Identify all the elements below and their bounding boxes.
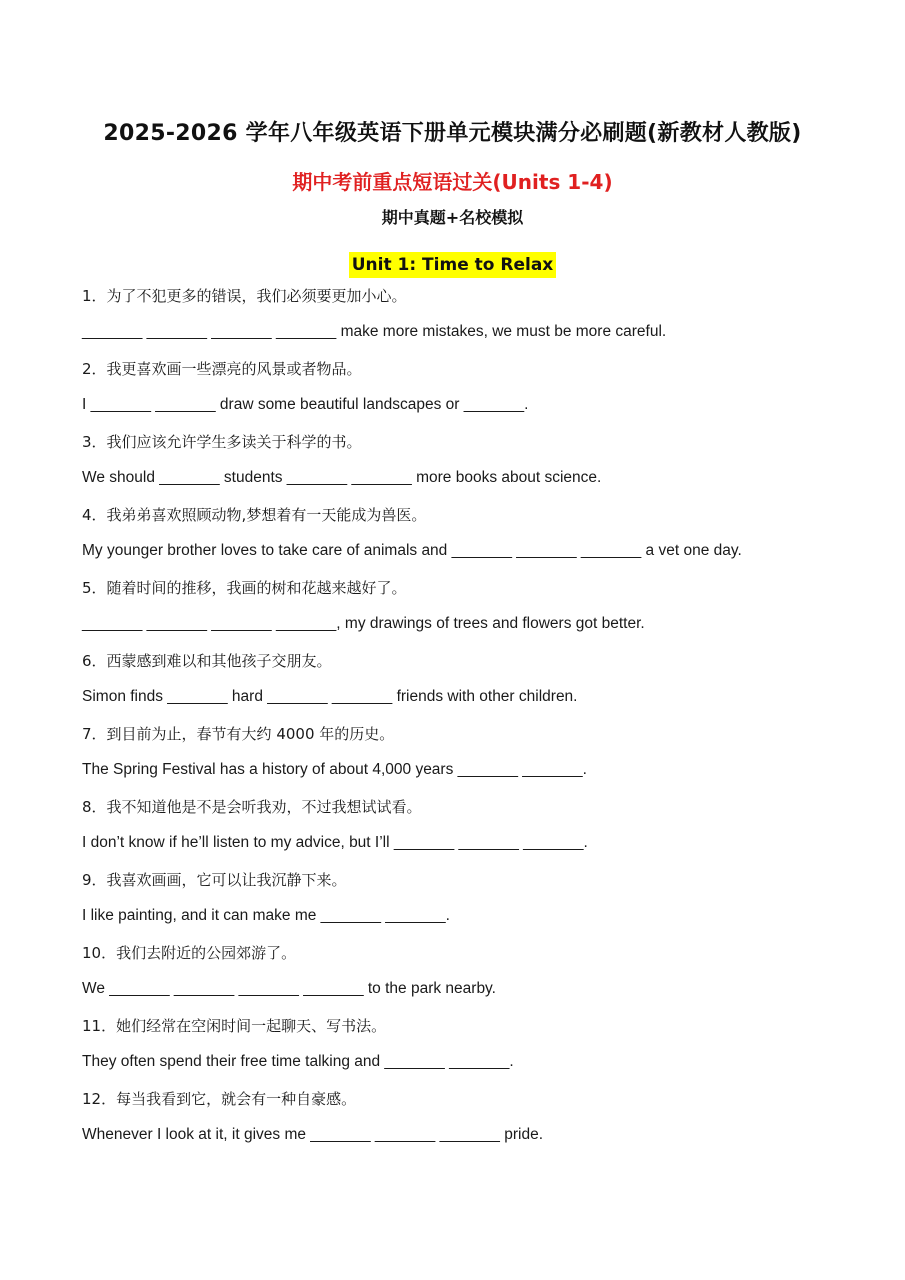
question-chinese: 6．西蒙感到难以和其他孩子交朋友。 <box>82 652 332 670</box>
question-item <box>82 940 882 1013</box>
question-item <box>82 1086 882 1159</box>
question-chinese: 1．为了不犯更多的错误，我们必须要更加小心。 <box>82 287 407 305</box>
question-item <box>82 502 882 575</box>
question-english: My younger brother loves to take care of animals and _______ _______ _______ a vet one day. <box>82 542 742 559</box>
question-english: The Spring Festival has a history of about 4,000 years _______ _______. <box>82 761 587 778</box>
question-english: They often spend their free time talking and _______ _______. <box>82 1053 514 1070</box>
question-english: I _______ _______ draw some beautiful landscapes or _______. <box>82 396 529 413</box>
document-title: 2025-2026 学年八年级英语下册单元模块满分必刷题(新教材人教版) <box>103 121 802 146</box>
question-chinese: 8．我不知道他是不是会听我劝，不过我想试试看。 <box>82 798 422 816</box>
question-item <box>82 721 882 794</box>
question-list <box>82 283 882 1159</box>
question-chinese: 12．每当我看到它，就会有一种自豪感。 <box>82 1090 357 1108</box>
document-subsubtitle: 期中真题+名校模拟 <box>381 208 524 227</box>
question-item <box>82 356 882 429</box>
question-chinese: 5．随着时间的推移，我画的树和花越来越好了。 <box>82 579 407 597</box>
question-english: _______ _______ _______ _______ make more mistakes, we must be more careful. <box>82 323 667 340</box>
question-chinese: 7．到目前为止，春节有大约 4000 年的历史。 <box>82 725 395 743</box>
question-english: We should _______ students _______ _______ more books about science. <box>82 469 602 486</box>
question-chinese: 4．我弟弟喜欢照顾动物,梦想着有一天能成为兽医。 <box>82 506 427 524</box>
question-english: I like painting, and it can make me _______ _______. <box>82 907 450 924</box>
question-english: We _______ _______ _______ _______ to the park nearby. <box>82 980 496 997</box>
question-english: Whenever I look at it, it gives me _______ _______ _______ pride. <box>82 1126 544 1143</box>
question-chinese: 10．我们去附近的公园郊游了。 <box>82 944 297 962</box>
question-chinese: 2．我更喜欢画一些漂亮的风景或者物品。 <box>82 360 362 378</box>
question-item <box>82 283 882 356</box>
question-english: I don’t know if he’ll listen to my advice, but I’ll _______ _______ _______. <box>82 834 588 851</box>
unit-heading-wrap <box>0 252 905 278</box>
question-item <box>82 1013 882 1086</box>
question-english: Simon finds _______ hard _______ _______ friends with other children. <box>82 688 578 705</box>
question-chinese: 3．我们应该允许学生多读关于科学的书。 <box>82 433 362 451</box>
question-item <box>82 575 882 648</box>
document-subtitle: 期中考前重点短语过关(Units 1-4) <box>292 170 613 194</box>
question-chinese: 11．她们经常在空闲时间一起聊天、写书法。 <box>82 1017 387 1035</box>
question-item <box>82 648 882 721</box>
question-item <box>82 429 882 502</box>
question-english: _______ _______ _______ _______, my drawings of trees and flowers got better. <box>82 615 645 632</box>
question-item <box>82 867 882 940</box>
unit-heading: Unit 1: Time to Relax <box>349 252 557 278</box>
question-item <box>82 794 882 867</box>
question-chinese: 9．我喜欢画画，它可以让我沉静下来。 <box>82 871 347 889</box>
